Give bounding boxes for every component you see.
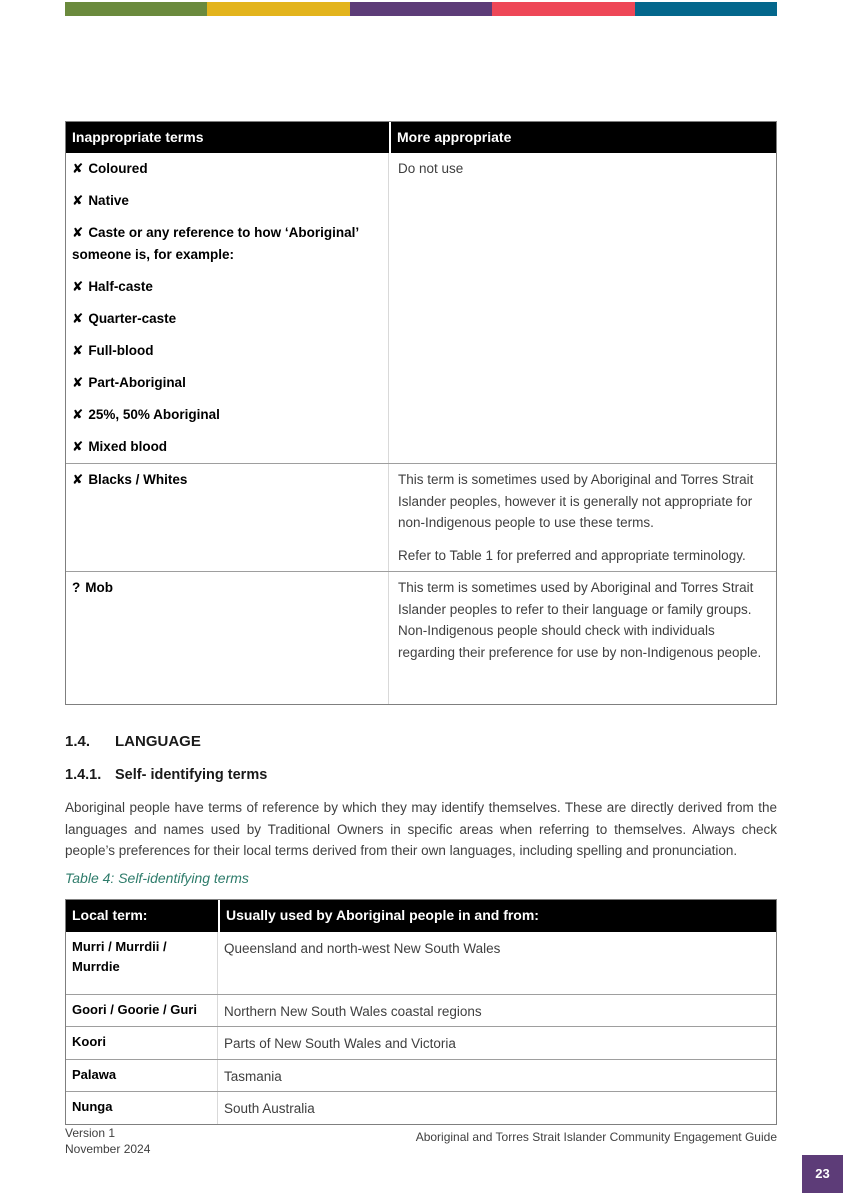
region-cell: South Australia: [224, 1101, 315, 1116]
term-item: [72, 308, 380, 330]
term-text: Mob: [85, 580, 113, 595]
subsection-heading-self-identifying-terms: [65, 766, 843, 784]
term-text: Blacks / Whites: [88, 472, 188, 487]
term-text: Half-caste: [88, 278, 153, 294]
column-header-local-term: Local term:: [72, 907, 148, 924]
cross-mark-icon: ✘: [72, 406, 84, 422]
region-cell: Tasmania: [224, 1068, 282, 1084]
more-appropriate-cell: [389, 153, 776, 463]
self-identifying-terms-table: [65, 899, 777, 1125]
term-item: [72, 340, 380, 362]
term-text: Native: [88, 193, 129, 208]
inappropriate-terms-cell: [66, 572, 389, 704]
question-mark-icon: ?: [72, 580, 81, 595]
cross-mark-icon: ✘: [72, 278, 84, 294]
term-text: Quarter-caste: [88, 310, 177, 326]
term-text: Full-blood: [88, 342, 154, 358]
brand-bar-segment-teal: [635, 2, 777, 16]
term-item: [72, 190, 380, 212]
table-row: [66, 1091, 776, 1124]
cross-mark-icon: ✘: [72, 310, 84, 326]
column-header-inappropriate-terms: Inappropriate terms: [72, 129, 204, 146]
local-term-cell: Koori: [66, 1027, 218, 1059]
guidance-text: This term is sometimes used by Aboriginal and Torres Strait Islander peoples, however it is generally not appropriate for non-Indigenous people to use these terms.: [398, 472, 754, 530]
table-row: [66, 1059, 776, 1092]
local-term-cell: Murri / Murrdii / Murrdie: [66, 932, 218, 994]
cross-mark-icon: ✘: [72, 161, 84, 176]
section-number: 1.4.: [65, 733, 91, 750]
table-row: [66, 994, 776, 1027]
term-item: [72, 469, 380, 491]
inappropriate-terms-table-header: [66, 122, 776, 153]
subsection-title: Self- identifying terms: [115, 767, 268, 783]
self-identifying-terms-table-header: [66, 900, 776, 932]
guidance-text: Refer to Table 1 for preferred and appropriate terminology.: [398, 547, 746, 563]
table-caption: Table 4: Self-identifying terms: [65, 869, 249, 886]
brand-bar-segment-gold: [207, 2, 349, 16]
brand-bar-segment-purple: [350, 2, 492, 16]
subsection-number: 1.4.1.: [65, 767, 102, 783]
term-item: [72, 158, 380, 180]
brand-bar-segment-red: [492, 2, 634, 16]
column-header-more-appropriate: More appropriate: [389, 122, 776, 153]
page-number: 23: [815, 1166, 830, 1182]
term-item: [72, 372, 380, 394]
table-row: [66, 571, 776, 704]
table-row: [66, 463, 776, 571]
term-text: Mixed blood: [88, 438, 168, 454]
brand-bar-segment-green: [65, 2, 207, 16]
table-row: [66, 153, 776, 463]
cross-mark-icon: ✘: [72, 438, 84, 454]
local-term-cell: Nunga: [66, 1092, 218, 1124]
region-cell: Northern New South Wales coastal regions: [224, 1003, 482, 1019]
table-row: [66, 1026, 776, 1059]
cross-mark-icon: ✘: [72, 342, 84, 358]
term-item: [72, 436, 380, 458]
local-term-cell: Goori / Goorie / Guri: [66, 995, 218, 1027]
section-title: LANGUAGE: [115, 733, 201, 750]
footer-document-title: Aboriginal and Torres Strait Islander Community Engagement Guide: [415, 1130, 777, 1144]
term-text: Caste or any reference to how ‘Aboriginal’ someone is, for example:: [72, 225, 359, 262]
brand-color-bar: [65, 2, 777, 16]
cross-mark-icon: ✘: [72, 374, 84, 390]
region-cell: Queensland and north-west New South Wales: [224, 940, 501, 956]
guidance-text: Do not use: [398, 161, 464, 176]
term-item: [72, 577, 380, 599]
local-term-cell: Palawa: [66, 1060, 218, 1092]
inappropriate-terms-table: [65, 121, 777, 705]
region-cell: Parts of New South Wales and Victoria: [224, 1036, 456, 1051]
table-row: [66, 932, 776, 994]
guidance-text: This term is sometimes used by Aboriginal and Torres Strait Islander peoples to refer to their language or family groups. Non-Indigenous people should check with individuals regarding their preference for use by non-Indigenous people.: [398, 580, 762, 660]
more-appropriate-cell: [389, 572, 776, 704]
term-item: [72, 276, 380, 298]
body-paragraph: Aboriginal people have terms of reference by which they may identify themselves. These are directly derived from the languages and names used by Traditional Owners in specific areas when referring to themselves. Always check people’s preferences for their local terms derived from their own languages, including spelling and pronunciation.: [65, 800, 777, 858]
term-text: Coloured: [88, 161, 148, 176]
section-heading-language: [65, 733, 843, 751]
cross-mark-icon: ✘: [72, 225, 84, 240]
footer-version: Version 1: [65, 1126, 116, 1140]
term-item: [72, 222, 380, 265]
term-text: 25%, 50% Aboriginal: [88, 406, 220, 422]
inappropriate-terms-cell: [66, 153, 389, 463]
page-number-badge: [802, 1155, 843, 1193]
term-item: [72, 404, 380, 426]
more-appropriate-cell: [389, 464, 776, 571]
column-header-usually-used: Usually used by Aboriginal people in and from:: [218, 900, 776, 932]
term-text: Part-Aboriginal: [88, 374, 186, 390]
inappropriate-terms-cell: [66, 464, 389, 571]
footer-date: November 2024: [65, 1142, 151, 1156]
cross-mark-icon: ✘: [72, 193, 84, 208]
cross-mark-icon: ✘: [72, 472, 84, 487]
